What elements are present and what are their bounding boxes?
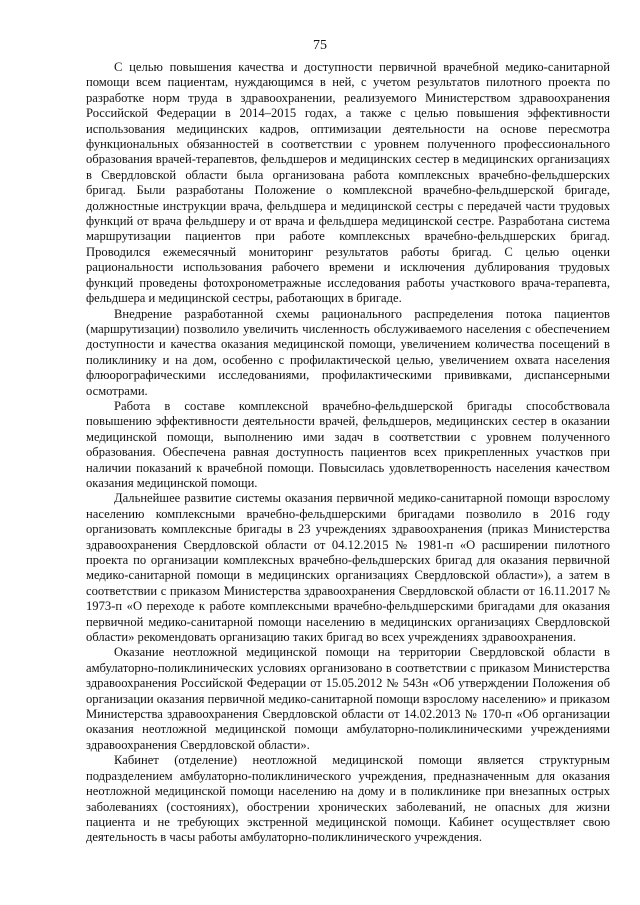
paragraph: Дальнейшее развитие системы оказания первичной медико-санитарной помощи взрослому населению комплексными врачебно-фельдшерскими бригадами позволило в 2016 году организовать комплексные бригады в 23 учреждениях здравоохранения (приказ Министерства здравоохранения Свердловской области от 04.12.2015 № 1981-п «О расширении пилотного проекта по организации комплексных врачебно-фельдшерских бригад для оказания первичной медико-санитарной помощи в медицинских организациях Свердловской области»), а затем в соответствии с приказом Министерства здравоохранения Свердловской области от 16.11.2017 № 1973-п «О переходе к работе комплексными врачебно-фельдшерскими бригадами для оказания первичной медико-санитарной помощи населению в медицинских организациях Свердловской области» рекомендовать организацию таких бригад во всех учреждениях здравоохранения. bbox=[86, 491, 610, 645]
paragraph: Внедрение разработанной схемы рационального распределения потока пациентов (маршрутизации) позволило увеличить численность обслуживаемого населения с обеспечением доступности и качества оказания медицинской помощи, увеличением количества посещений в поликлинику и на дом, особенно с профилактической целью, увеличением охвата населения флюорографическими исследованиями, профилактическими прививками, диспансерными осмотрами. bbox=[86, 306, 610, 398]
paragraph: Оказание неотложной медицинской помощи на территории Свердловской области в амбулаторно-поликлинических условиях организовано в соответствии с приказом Министерства здравоохранения Российской Федерации от 15.05.2012 № 543н «Об утверждении Положения об организации оказания первичной медико-санитарной помощи взрослому населению» и приказом Министерства здравоохранения Свердловской области от 14.02.2013 № 170-п «Об организации оказания неотложной медицинской помощи амбулаторно-поликлиническими учреждениями здравоохранения Свердловской области». bbox=[86, 645, 610, 752]
paragraph: С целью повышения качества и доступности первичной врачебной медико-санитарной помощи всем пациентам, нуждающимся в ней, с учетом результатов пилотного проекта по разработке норм труда в здравоохранении, реализуемого Министерством здравоохранения Российской Федерации в 2014–2015 годах, а также с целью повышения эффективности использования медицинских кадров, оптимизации деятельности на основе пересмотра функциональных обязанностей в соответствии с уровнем полученного профессионального образования врачей-терапевтов, фельдшеров и медицинских сестер в медицинских организациях в Свердловской области была организована работа комплексных врачебно-фельдшерских бригад. Были разработаны Положение о комплексной врачебно-фельдшерской бригаде, должностные инструкции врача, фельдшера и медицинской сестры с передачей части трудовых функций от врача фельдшеру и от врача и фельдшера медицинской сестре. Разработана система маршрутизации пациентов при работе комплексных врачебно-фельдшерских бригад. Проводился ежемесячный мониторинг результатов работы бригад. С целью оценки рациональности использования рабочего времени и исключения дублирования трудовых функций проведены фотохронометражные исследования работы участкового врача-терапевта, фельдшера и медицинской сестры, работающих в бригаде. bbox=[86, 60, 610, 306]
page-number: 75 bbox=[313, 38, 327, 53]
body-text bbox=[86, 60, 610, 846]
paragraph: Кабинет (отделение) неотложной медицинской помощи является структурным подразделением амбулаторно-поликлинического учреждения, предназначенным для оказания неотложной медицинской помощи населению на дому и в поликлинике при внезапных острых заболеваниях (состояниях), обострении хронических заболеваний, не опасных для жизни пациента и не требующих экстренной медицинской помощи. Кабинет осуществляет свою деятельность в часы работы амбулаторно-поликлинического учреждения. bbox=[86, 753, 610, 845]
paragraph: Работа в составе комплексной врачебно-фельдшерской бригады способствовала повышению эффективности деятельности врачей, фельдшеров, медицинских сестер в оказании медицинской помощи, выполнению ими задач в соответствии с уровнем полученного образования. Обеспечена равная доступность пациентов всех прикрепленных участков при наличии показаний к врачебной помощи. Повысилась удовлетворенность населения качеством оказания медицинской помощи. bbox=[86, 398, 610, 490]
